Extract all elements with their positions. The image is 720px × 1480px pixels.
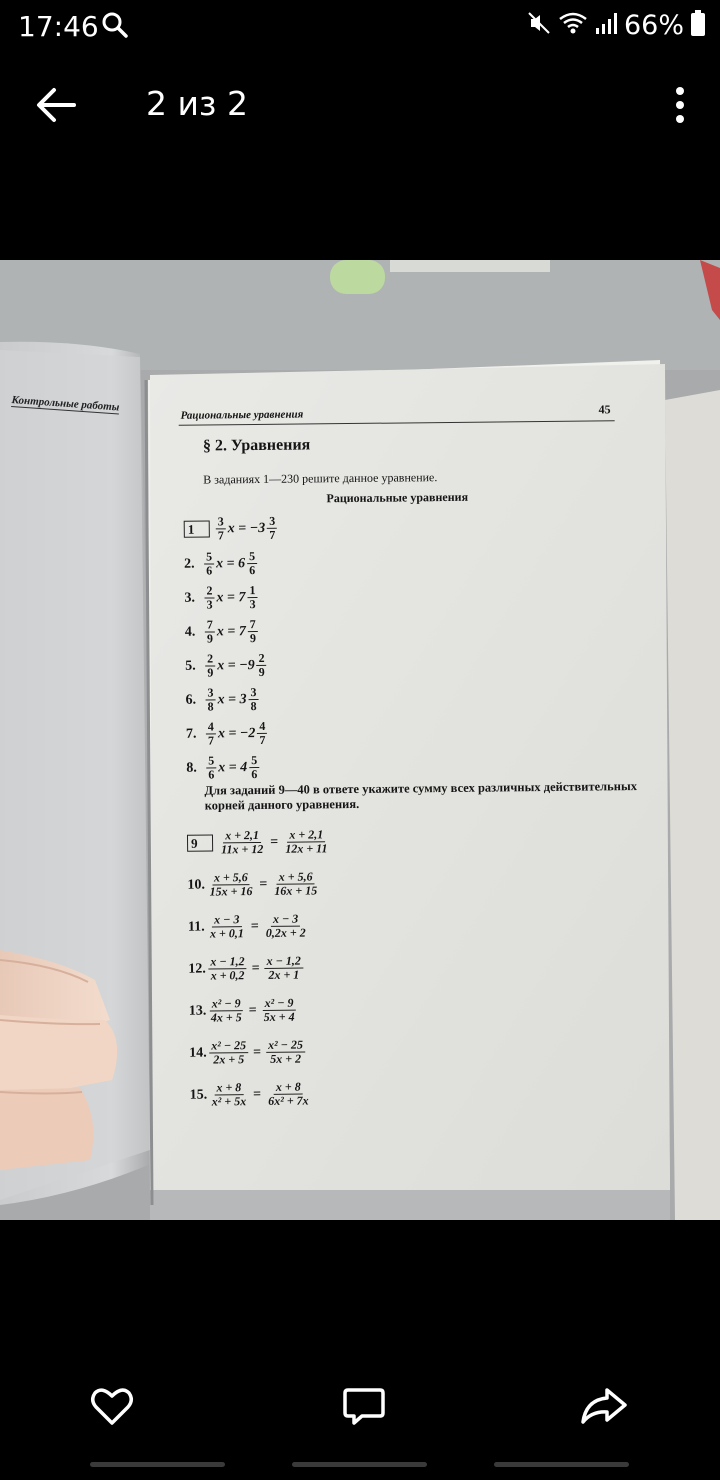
battery-icon [690,9,706,42]
equation-body: x = 7 [216,623,246,639]
equals-sign: = [253,1086,262,1102]
fraction-numerator: 2 [204,584,214,598]
fraction-numerator: 1 [247,584,257,598]
fraction-denominator: 8 [207,699,214,714]
fraction-denominator: 2x + 1 [268,967,300,982]
equation-number: 15. [189,1087,208,1103]
equation-item [187,870,321,898]
equation-body: x = −2 [217,725,256,741]
arrow-left-icon [34,82,80,128]
fraction-denominator: 6 [249,563,256,578]
fraction-denominator: 4x + 5 [210,1010,242,1025]
equation-item [190,1080,313,1108]
fraction-denominator: 3 [206,597,213,612]
fraction-denominator: 7 [207,733,215,748]
page-number: 45 [598,402,611,417]
bottom-action-bar [0,1360,720,1450]
equation-item [186,720,270,748]
fraction-numerator: 5 [206,754,216,768]
subsection-title: Рациональные уравнения [326,489,469,506]
fraction-denominator: 9 [258,664,265,679]
equation-item [186,754,261,782]
equals-sign: = [248,1002,257,1018]
equation-number: 12. [188,961,206,977]
section-title: § 2. Уравнения [202,436,311,455]
fraction-numerator: 3 [267,515,277,529]
equation-number: 6. [185,692,197,708]
like-button[interactable] [88,1382,136,1430]
equation-number: 10. [187,877,206,893]
equation-body: x = 4 [218,759,248,775]
equation-body: x = 7 [216,589,246,605]
status-icons [526,8,706,42]
fraction-numerator: 3 [248,686,258,700]
more-options-button[interactable] [668,82,692,128]
fraction-denominator: 3 [249,597,256,612]
fraction-numerator: x + 8 [274,1081,303,1095]
equation-number: 7. [185,726,197,742]
fraction-denominator: 6 [251,767,258,782]
equals-sign: = [251,960,260,976]
fraction-numerator: x + 8 [214,1081,243,1095]
equation-body: x = 6 [216,555,246,571]
search-icon [100,10,130,45]
back-button[interactable] [34,82,80,128]
mute-icon [526,10,552,41]
equation-item [189,997,299,1025]
fraction-denominator: 16x + 15 [274,883,318,898]
fraction-numerator: x² − 9 [262,997,295,1011]
more-vert-icon [668,82,692,128]
fraction-denominator: 11x + 12 [221,841,264,857]
fraction-denominator: 0,2x + 2 [265,925,306,940]
status-time: 17:46 [18,10,99,43]
equals-sign: = [253,1044,262,1060]
equals-sign: = [259,876,268,892]
fraction-numerator: x² − 25 [209,1039,248,1053]
equation-number: 11. [187,919,205,935]
equation-number: 13. [188,1003,207,1019]
fraction-denominator: 7 [217,528,224,543]
equation-item [184,515,280,543]
fraction-denominator: 12x + 11 [285,841,328,856]
fraction-denominator: 9 [249,631,256,646]
fraction-denominator: 2x + 5 [213,1052,245,1067]
fraction-numerator: x² − 25 [266,1039,305,1053]
image-counter: 2 из 2 [146,84,248,123]
equation-body: x = −9 [217,657,255,673]
book-page [160,355,679,1180]
equation-number: 5. [185,658,196,674]
fraction-numerator: 7 [248,618,258,632]
share-button[interactable] [580,1382,628,1430]
equation-item [185,652,269,680]
fraction-denominator: 5x + 2 [270,1051,302,1066]
fraction-denominator: 15x + 16 [209,884,253,899]
equation-number: 8. [186,760,197,776]
comment-icon [340,1382,388,1430]
running-header: Рациональные уравнения [180,408,304,422]
left-page-header: Контрольные работы [11,394,120,414]
status-bar [0,0,720,50]
fraction-numerator: x + 2,1 [223,829,261,843]
equation-number: 1 [184,520,210,537]
fraction-numerator: 5 [247,550,257,564]
fraction-denominator: x + 0,1 [209,926,244,941]
signal-icon [594,10,618,41]
share-icon [580,1382,628,1430]
fraction-denominator: 7 [269,527,276,542]
equation-item [184,550,259,578]
heart-icon [88,1382,136,1430]
equation-item [187,828,332,857]
fraction-numerator: 2 [205,652,215,666]
equation-item [184,584,259,612]
equation-item [188,955,305,983]
fraction-denominator: x + 0,2 [210,968,245,983]
fraction-numerator: x − 1,2 [208,955,246,969]
fraction-numerator: x − 3 [212,913,241,927]
equation-number: 3. [184,590,196,606]
equals-sign: = [270,834,279,850]
fraction-numerator: x² − 9 [210,997,243,1011]
fraction-denominator: 7 [259,732,266,747]
fraction-numerator: x + 2,1 [287,828,325,842]
intro-text: В заданиях 1—230 решите данное уравнение. [203,470,438,487]
equation-number: 9 [187,834,213,851]
fraction-numerator: 5 [204,550,214,564]
wifi-icon [558,10,588,41]
equation-item [189,1038,307,1066]
fraction-denominator: 8 [250,699,257,714]
equation-item [185,618,260,646]
fraction-numerator: x − 3 [271,913,300,927]
fraction-denominator: 9 [206,631,213,646]
equation-number: 2. [184,556,195,572]
comment-button[interactable] [340,1382,388,1430]
equation-body: x = 3 [217,691,247,707]
fraction-denominator: 9 [207,665,214,680]
fraction-denominator: 6 [206,563,213,578]
fraction-numerator: 5 [249,754,259,768]
equation-body: x = −3 [227,520,266,536]
equation-number: 14. [189,1045,207,1061]
fraction-denominator: 6x² + 7x [268,1093,309,1108]
fraction-numerator: x + 5,6 [277,870,315,884]
fraction-numerator: 3 [205,686,215,700]
fraction-numerator: 4 [257,720,267,734]
app-bar [0,60,720,150]
fraction-numerator: 7 [205,618,215,632]
fraction-numerator: x − 1,2 [265,955,303,969]
battery-level: 66% [623,9,684,41]
system-nav-indicator [0,1462,720,1468]
equation-number: 4. [184,624,196,640]
equals-sign: = [250,918,259,934]
instruction-text: Для заданий 9—40 в ответе укажите сумму всех различных действительных корней данного уравнения. [204,779,638,813]
fraction-numerator: x + 5,6 [212,871,250,885]
equation-item [188,912,310,940]
fraction-numerator: 3 [216,515,226,529]
fraction-denominator: 5x + 4 [263,1009,295,1024]
fraction-numerator: 2 [257,652,267,666]
fraction-numerator: 4 [206,720,216,734]
equation-item [185,686,260,714]
fraction-denominator: 6 [208,767,215,782]
fraction-denominator: x² + 5x [211,1094,247,1109]
